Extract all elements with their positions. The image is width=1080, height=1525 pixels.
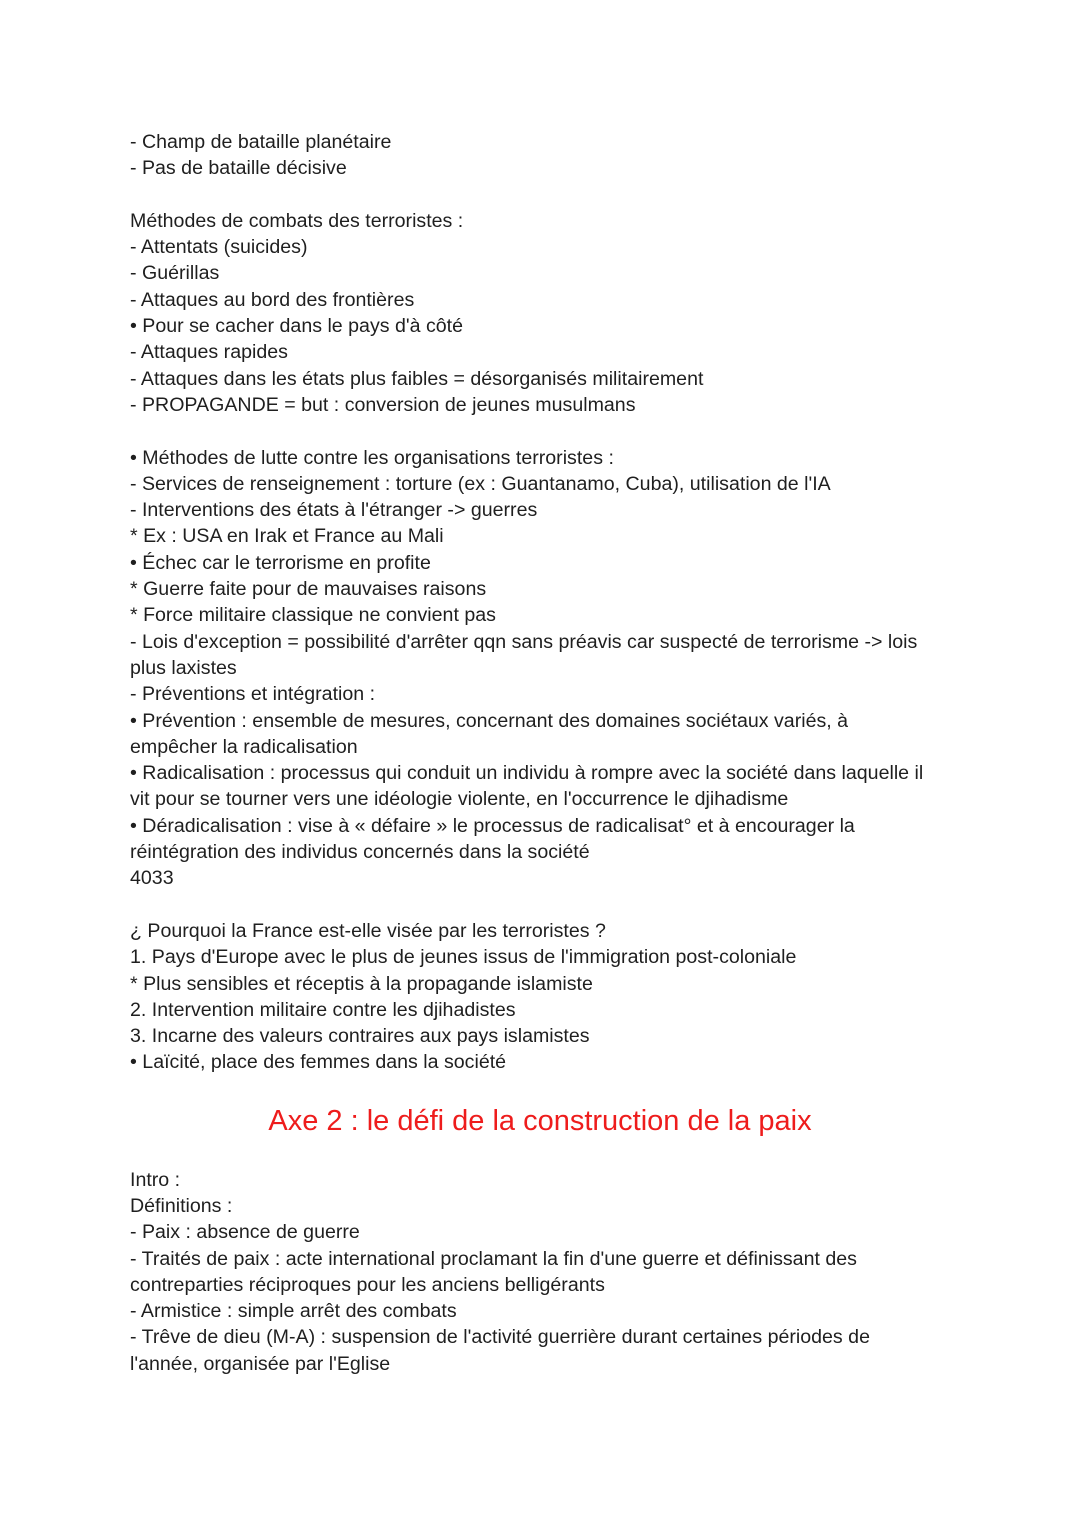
- text-line: • Laïcité, place des femmes dans la société: [130, 1051, 507, 1074]
- text-line: * Plus sensibles et réceptis à la propagande islamiste: [130, 972, 593, 995]
- section-france-targeted: [130, 918, 1010, 1076]
- text-line: contreparties réciproques pour les anciens belligérants: [130, 1273, 605, 1296]
- text-line: • Radicalisation : processus qui conduit un individu à rompre avec la société dans laquelle il: [130, 762, 924, 785]
- text-line: - Attaques rapides: [130, 341, 288, 364]
- blank-line: [130, 892, 1010, 918]
- text-line: Intro :: [130, 1168, 181, 1191]
- text-line: - Paix : absence de guerre: [130, 1221, 360, 1244]
- text-line: vit pour se tourner vers une idéologie violente, en l'occurrence le djihadisme: [130, 788, 789, 811]
- text-line: l'année, organisée par l'Eglise: [130, 1352, 391, 1375]
- text-line: - PROPAGANDE = but : conversion de jeunes musulmans: [130, 393, 636, 416]
- text-line: Définitions :: [130, 1194, 233, 1217]
- blank-line: [130, 182, 1010, 208]
- text-line: - Armistice : simple arrêt des combats: [130, 1300, 457, 1323]
- text-line: • Échec car le terrorisme en profite: [130, 551, 431, 574]
- text-line: • Prévention : ensemble de mesures, concernant des domaines sociétaux variés, à: [130, 709, 849, 732]
- text-line: - Guérillas: [130, 262, 220, 285]
- text-line: * Ex : USA en Irak et France au Mali: [130, 525, 444, 548]
- text-line: - Pas de bataille décisive: [130, 157, 347, 180]
- text-line: * Guerre faite pour de mauvaises raisons: [130, 578, 487, 601]
- text-line: • Méthodes de lutte contre les organisations terroristes :: [130, 446, 614, 469]
- text-line: réintégration des individus concernés dans la société: [130, 841, 590, 864]
- text-line: empêcher la radicalisation: [130, 735, 358, 758]
- text-line: - Champ de bataille planétaire: [130, 131, 392, 153]
- section-intro-definitions: [130, 1167, 1010, 1377]
- text-line: 2. Intervention militaire contre les djihadistes: [130, 998, 516, 1021]
- text-line: 3. Incarne des valeurs contraires aux pays islamistes: [130, 1025, 590, 1048]
- text-line: - Trêve de dieu (M-A) : suspension de l'activité guerrière durant certaines périodes de: [130, 1326, 870, 1349]
- text-line: - Préventions et intégration :: [130, 683, 376, 706]
- section-combat-methods: [130, 208, 1010, 418]
- text-line: 4033: [130, 867, 174, 890]
- text-line: - Lois d'exception = possibilité d'arrêter qqn sans préavis car suspecté de terrorisme -> lois: [130, 630, 918, 653]
- blank-line: [130, 418, 1010, 444]
- text-line: Méthodes de combats des terroristes :: [130, 209, 464, 232]
- text-line: - Attaques au bord des frontières: [130, 288, 415, 311]
- text-line: - Attentats (suicides): [130, 236, 308, 259]
- section-heading: Axe 2 : le défi de la construction de la paix: [268, 1104, 812, 1137]
- text-line: - Traités de paix : acte international proclamant la fin d'une guerre et définissant des: [130, 1247, 857, 1270]
- section-battlefield: [130, 129, 1010, 182]
- text-line: • Déradicalisation : vise à « défaire » le processus de radicalisat° et à encourager la: [130, 814, 855, 837]
- text-line: ¿ Pourquoi la France est-elle visée par les terroristes ?: [130, 919, 606, 942]
- text-line: - Attaques dans les états plus faibles = désorganisés militairement: [130, 367, 704, 390]
- text-line: plus laxistes: [130, 656, 237, 679]
- text-line: * Force militaire classique ne convient pas: [130, 604, 496, 627]
- document-page: [130, 129, 1010, 1377]
- text-line: - Services de renseignement : torture (ex : Guantanamo, Cuba), utilisation de l'IA: [130, 472, 831, 495]
- text-line: • Pour se cacher dans le pays d'à côté: [130, 315, 463, 338]
- section-counter-methods: [130, 445, 1010, 892]
- text-line: 1. Pays d'Europe avec le plus de jeunes issus de l'immigration post-coloniale: [130, 946, 797, 969]
- text-line: - Interventions des états à l'étranger -> guerres: [130, 499, 538, 522]
